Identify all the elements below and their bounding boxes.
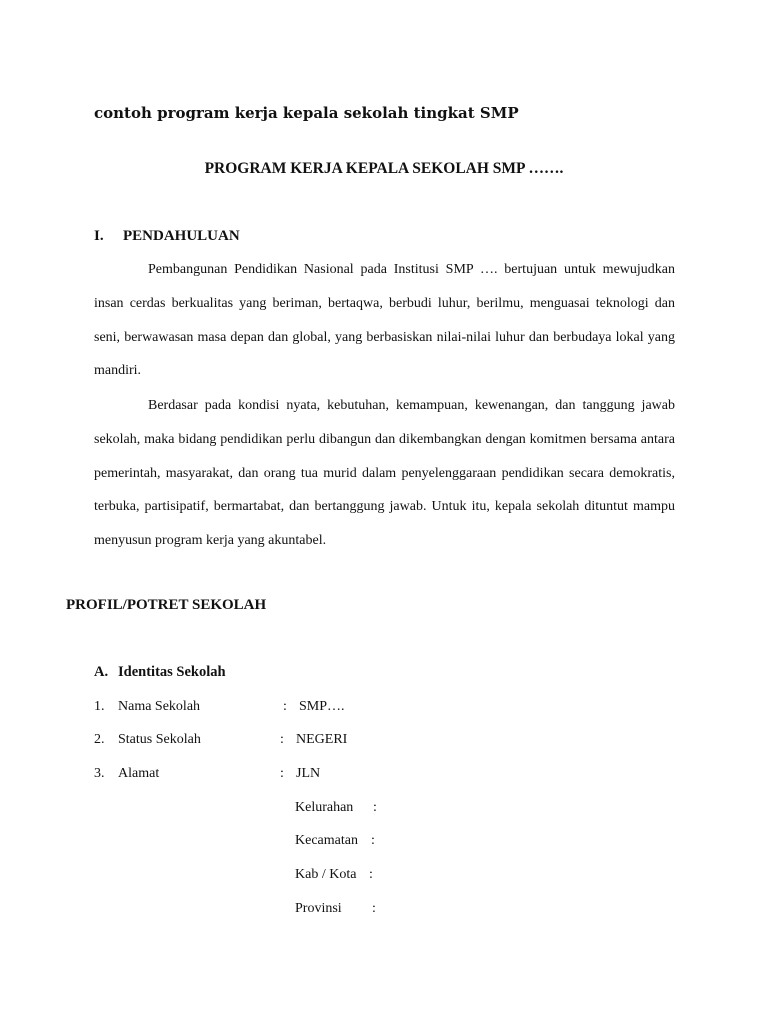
address-colon: : xyxy=(373,800,377,815)
section-number: I. xyxy=(94,228,104,244)
address-label: Provinsi xyxy=(295,901,342,916)
row-number: 2. xyxy=(94,732,105,747)
address-label: Kab / Kota xyxy=(295,867,357,882)
identity-title: Identitas Sekolah xyxy=(118,664,226,680)
profile-heading: PROFIL/POTRET SEKOLAH xyxy=(66,597,267,613)
row-label: Nama Sekolah xyxy=(118,699,201,714)
address-label: Kecamatan xyxy=(295,833,358,848)
address-label: Kelurahan xyxy=(295,800,354,815)
identity-heading xyxy=(94,664,226,681)
document-title: contoh program kerja kepala sekolah tingkat SMP xyxy=(94,104,519,122)
row-label: Alamat xyxy=(118,766,160,781)
row-value: JLN xyxy=(296,766,321,781)
row-number: 1. xyxy=(94,699,105,714)
section-heading-pendahuluan xyxy=(94,228,240,245)
paragraph-1: Pembangunan Pendidikan Nasional pada Institusi SMP …. bertujuan untuk mewujudkan insan cerdas berkualitas yang beriman, bertaqwa, berbudi luhur, berilmu, menguasai teknologi dan seni, berwawasan masa depan dan global, yang berbasiskan nilai-nilai luhur dan berbudaya lokal yang mandiri. xyxy=(94,262,675,379)
paragraph-2: Berdasar pada kondisi nyata, kebutuhan, kemampuan, kewenangan, dan tanggung jawab sekolah, maka bidang pendidikan perlu dibangun dan dikembangkan dengan komitmen bersama antara pemerintah, masyarakat, dan orang tua murid dalam penyelenggaraan pendidikan secara demokratis, terbuka, partisipatif, bermartabat, dan bertanggung jawab. Untuk itu, kepala sekolah dituntut mampu menyusun program kerja yang akuntabel. xyxy=(94,398,675,549)
address-colon: : xyxy=(372,901,376,916)
address-colon: : xyxy=(371,833,375,848)
section-title: PENDAHULUAN xyxy=(123,228,240,244)
row-value: SMP…. xyxy=(299,699,345,714)
row-colon: : xyxy=(283,699,287,714)
row-colon: : xyxy=(280,766,284,781)
main-heading: PROGRAM KERJA KEPALA SEKOLAH SMP ……. xyxy=(204,160,564,177)
row-colon: : xyxy=(280,732,284,747)
address-colon: : xyxy=(369,867,373,882)
identity-letter: A. xyxy=(94,664,109,680)
row-value: NEGERI xyxy=(296,732,348,747)
row-number: 3. xyxy=(94,766,105,781)
row-label: Status Sekolah xyxy=(118,732,201,747)
